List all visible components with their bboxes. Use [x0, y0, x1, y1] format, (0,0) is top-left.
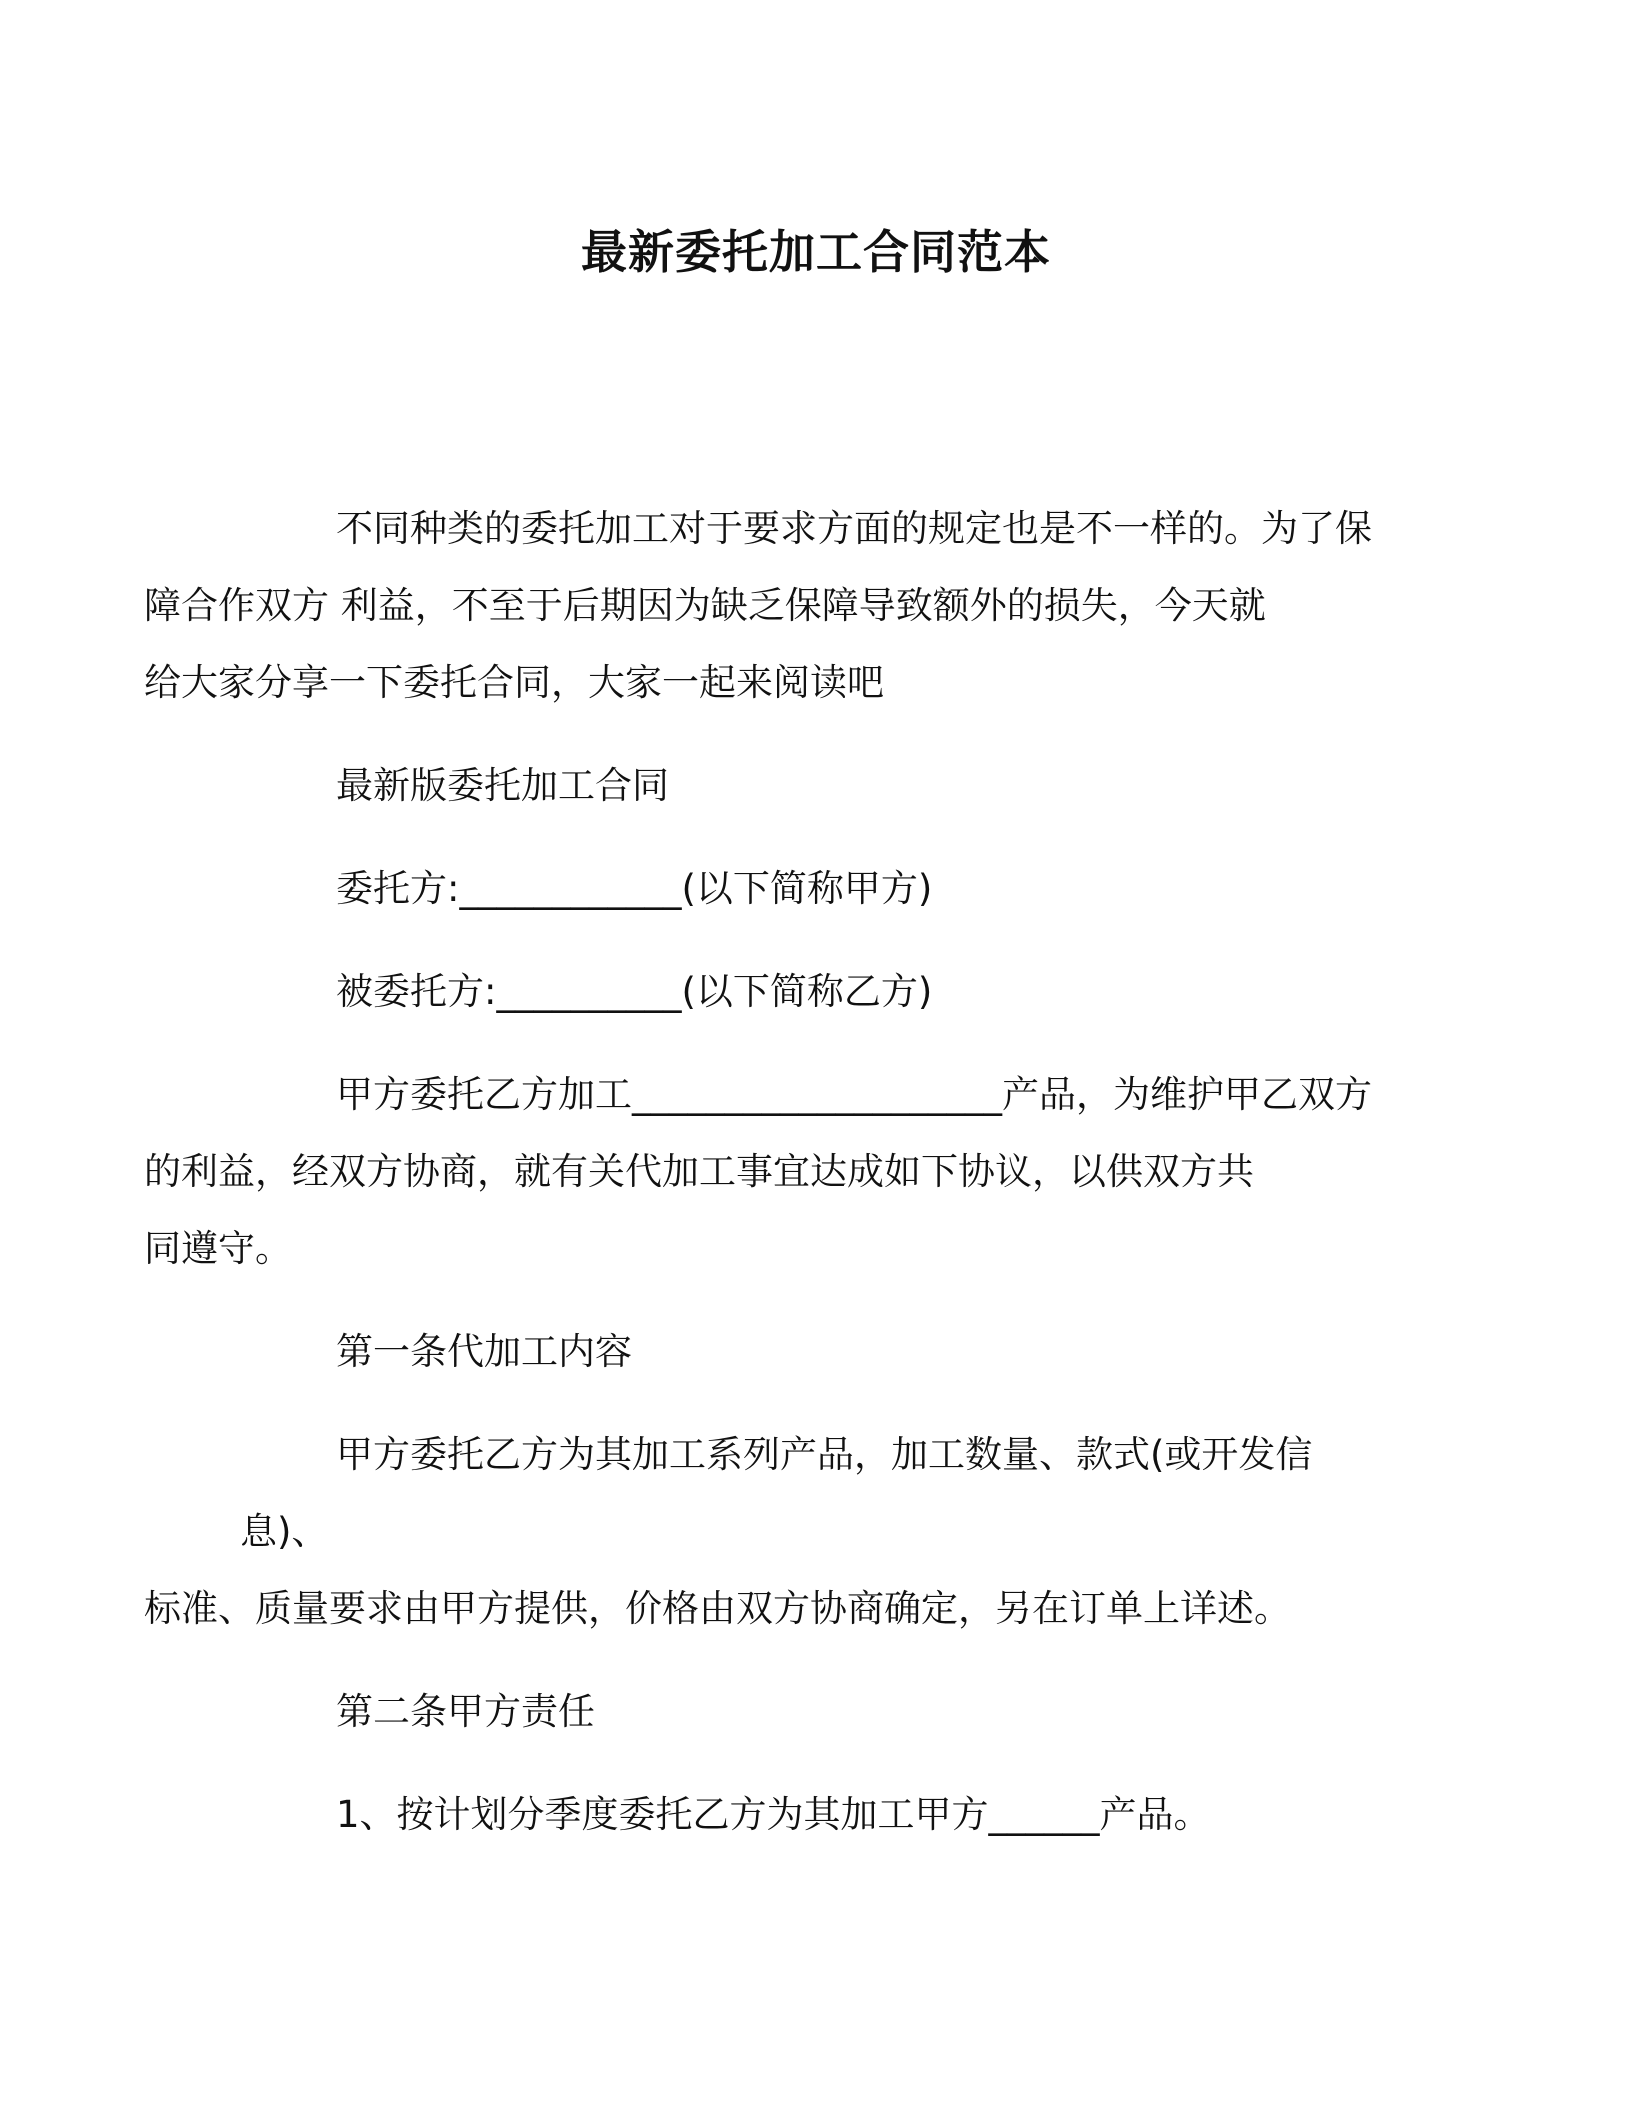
preamble-line: 甲方委托乙方加工____________________产品，为维护甲乙双方: [336, 1073, 1372, 1116]
intro-line: 障合作双方 利益，不至于后期因为缺乏保障导致额外的损失，今天就: [144, 584, 1266, 627]
intro-line: 不同种类的委托加工对于要求方面的规定也是不一样的。为了保: [336, 507, 1372, 550]
intro-paragraph: [144, 490, 1400, 721]
article-2-item-1: 1、按计划分季度委托乙方为其加工甲方______产品。: [336, 1793, 1211, 1836]
preamble-paragraph: [144, 1056, 1400, 1287]
article-1-paragraph: [144, 1416, 1400, 1647]
article-1-line: 甲方委托乙方为其加工系列产品，加工数量、款式(或开发信息)、: [240, 1433, 1313, 1553]
intro-line: 给大家分享一下委托合同，大家一起来阅读吧: [144, 661, 884, 704]
article-1-heading: 第一条代加工内容: [336, 1330, 632, 1373]
preamble-line: 同遵守。: [144, 1227, 292, 1270]
party-b-line: 被委托方:__________(以下简称乙方): [336, 970, 933, 1013]
article-2-heading: 第二条甲方责任: [336, 1690, 595, 1733]
document-body: [144, 490, 1400, 1879]
contract-title: 最新版委托加工合同: [336, 764, 669, 807]
preamble-line: 的利益，经双方协商，就有关代加工事宜达成如下协议，以供双方共: [144, 1150, 1254, 1193]
party-a-line: 委托方:____________(以下简称甲方): [336, 867, 933, 910]
document-title: 最新委托加工合同范本: [581, 225, 1051, 279]
article-1-line: 标准、质量要求由甲方提供，价格由双方协商确定，另在订单上详述。: [144, 1587, 1291, 1630]
